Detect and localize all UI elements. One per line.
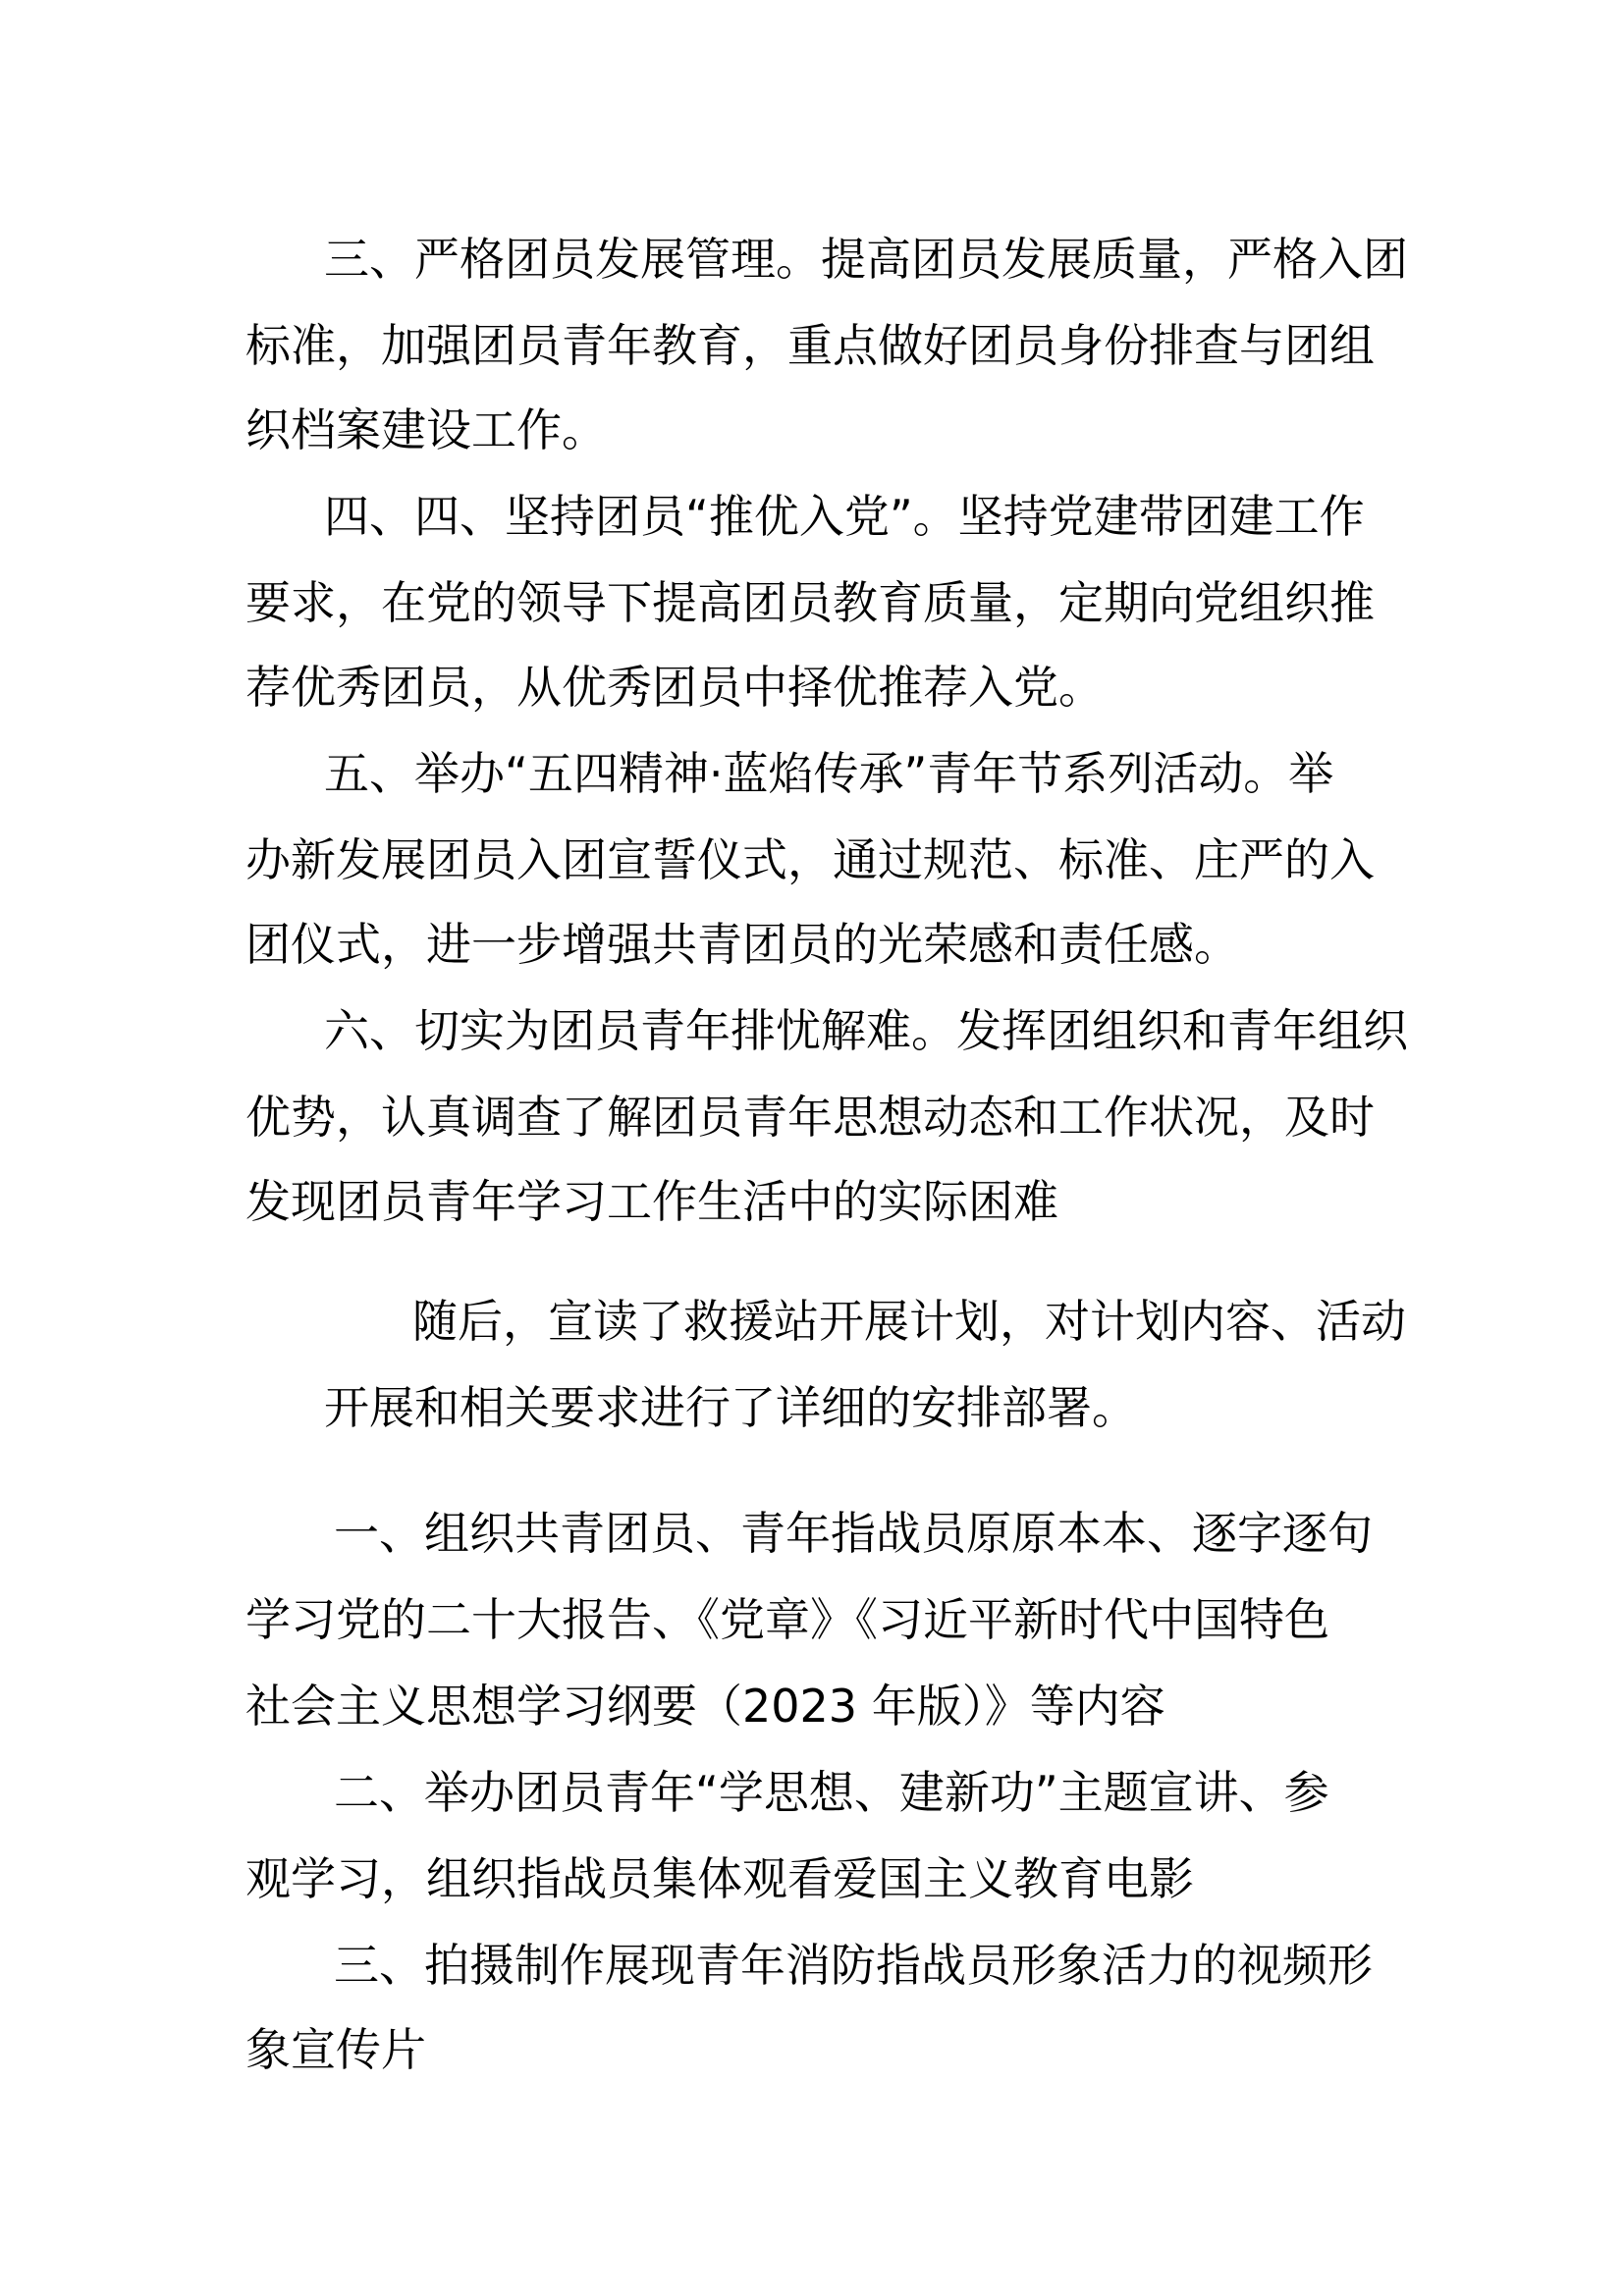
text-line: 三、拍摄制作展现青年消防指战员形象活力的视频形 — [334, 1939, 1373, 1992]
text-line: 六、切实为团员青年排忧解难。发挥团组织和青年组织 — [324, 1004, 1408, 1057]
text-line: 发现团员青年学习工作生活中的实际困难 — [245, 1175, 1058, 1228]
text-line: 五、举办“五四精神·蓝焰传承”青年节系列活动。举 — [324, 747, 1334, 800]
text-line: 荐优秀团员，从优秀团员中择优推荐入党。 — [245, 661, 1104, 714]
text-line: 办新发展团员入团宣誓仪式，通过规范、标准、庄严的入 — [245, 833, 1375, 886]
text-line: 织档案建设工作。 — [245, 403, 607, 456]
text-line: 团仪式，进一步增强共青团员的光荣感和责任感。 — [245, 918, 1239, 971]
text-line: 社会主义思想学习纲要（2023 年版）》等内容 — [245, 1680, 1165, 1733]
text-line: 开展和相关要求进行了详细的安排部署。 — [324, 1381, 1137, 1434]
text-line: 学习党的二十大报告、《党章》《习近平新时代中国特色 — [245, 1593, 1329, 1646]
text-line: 三、严格团员发展管理。提高团员发展质量，严格入团 — [324, 233, 1408, 286]
text-line: 二、举办团员青年“学思想、建新功”主题宣讲、参 — [334, 1766, 1329, 1819]
text-line: 标准，加强团员青年教育，重点做好团员身份排查与团组 — [245, 319, 1375, 372]
text-line: 四、四、坚持团员“推优入党”。坚持党建带团建工作 — [324, 490, 1365, 543]
text-line: 要求，在党的领导下提高团员教育质量，定期向党组织推 — [245, 576, 1375, 629]
text-line: 优势，认真调查了解团员青年思想动态和工作状况，及时 — [245, 1091, 1375, 1144]
text-line: 一、组织共青团员、青年指战员原原本本、逐字逐句 — [334, 1507, 1373, 1560]
text-line: 随后，宣读了救援站开展计划，对计划内容、活动 — [412, 1295, 1406, 1348]
text-line: 观学习，组织指战员集体观看爱国主义教育电影 — [245, 1852, 1194, 1905]
text-line: 象宣传片 — [245, 2023, 426, 2076]
